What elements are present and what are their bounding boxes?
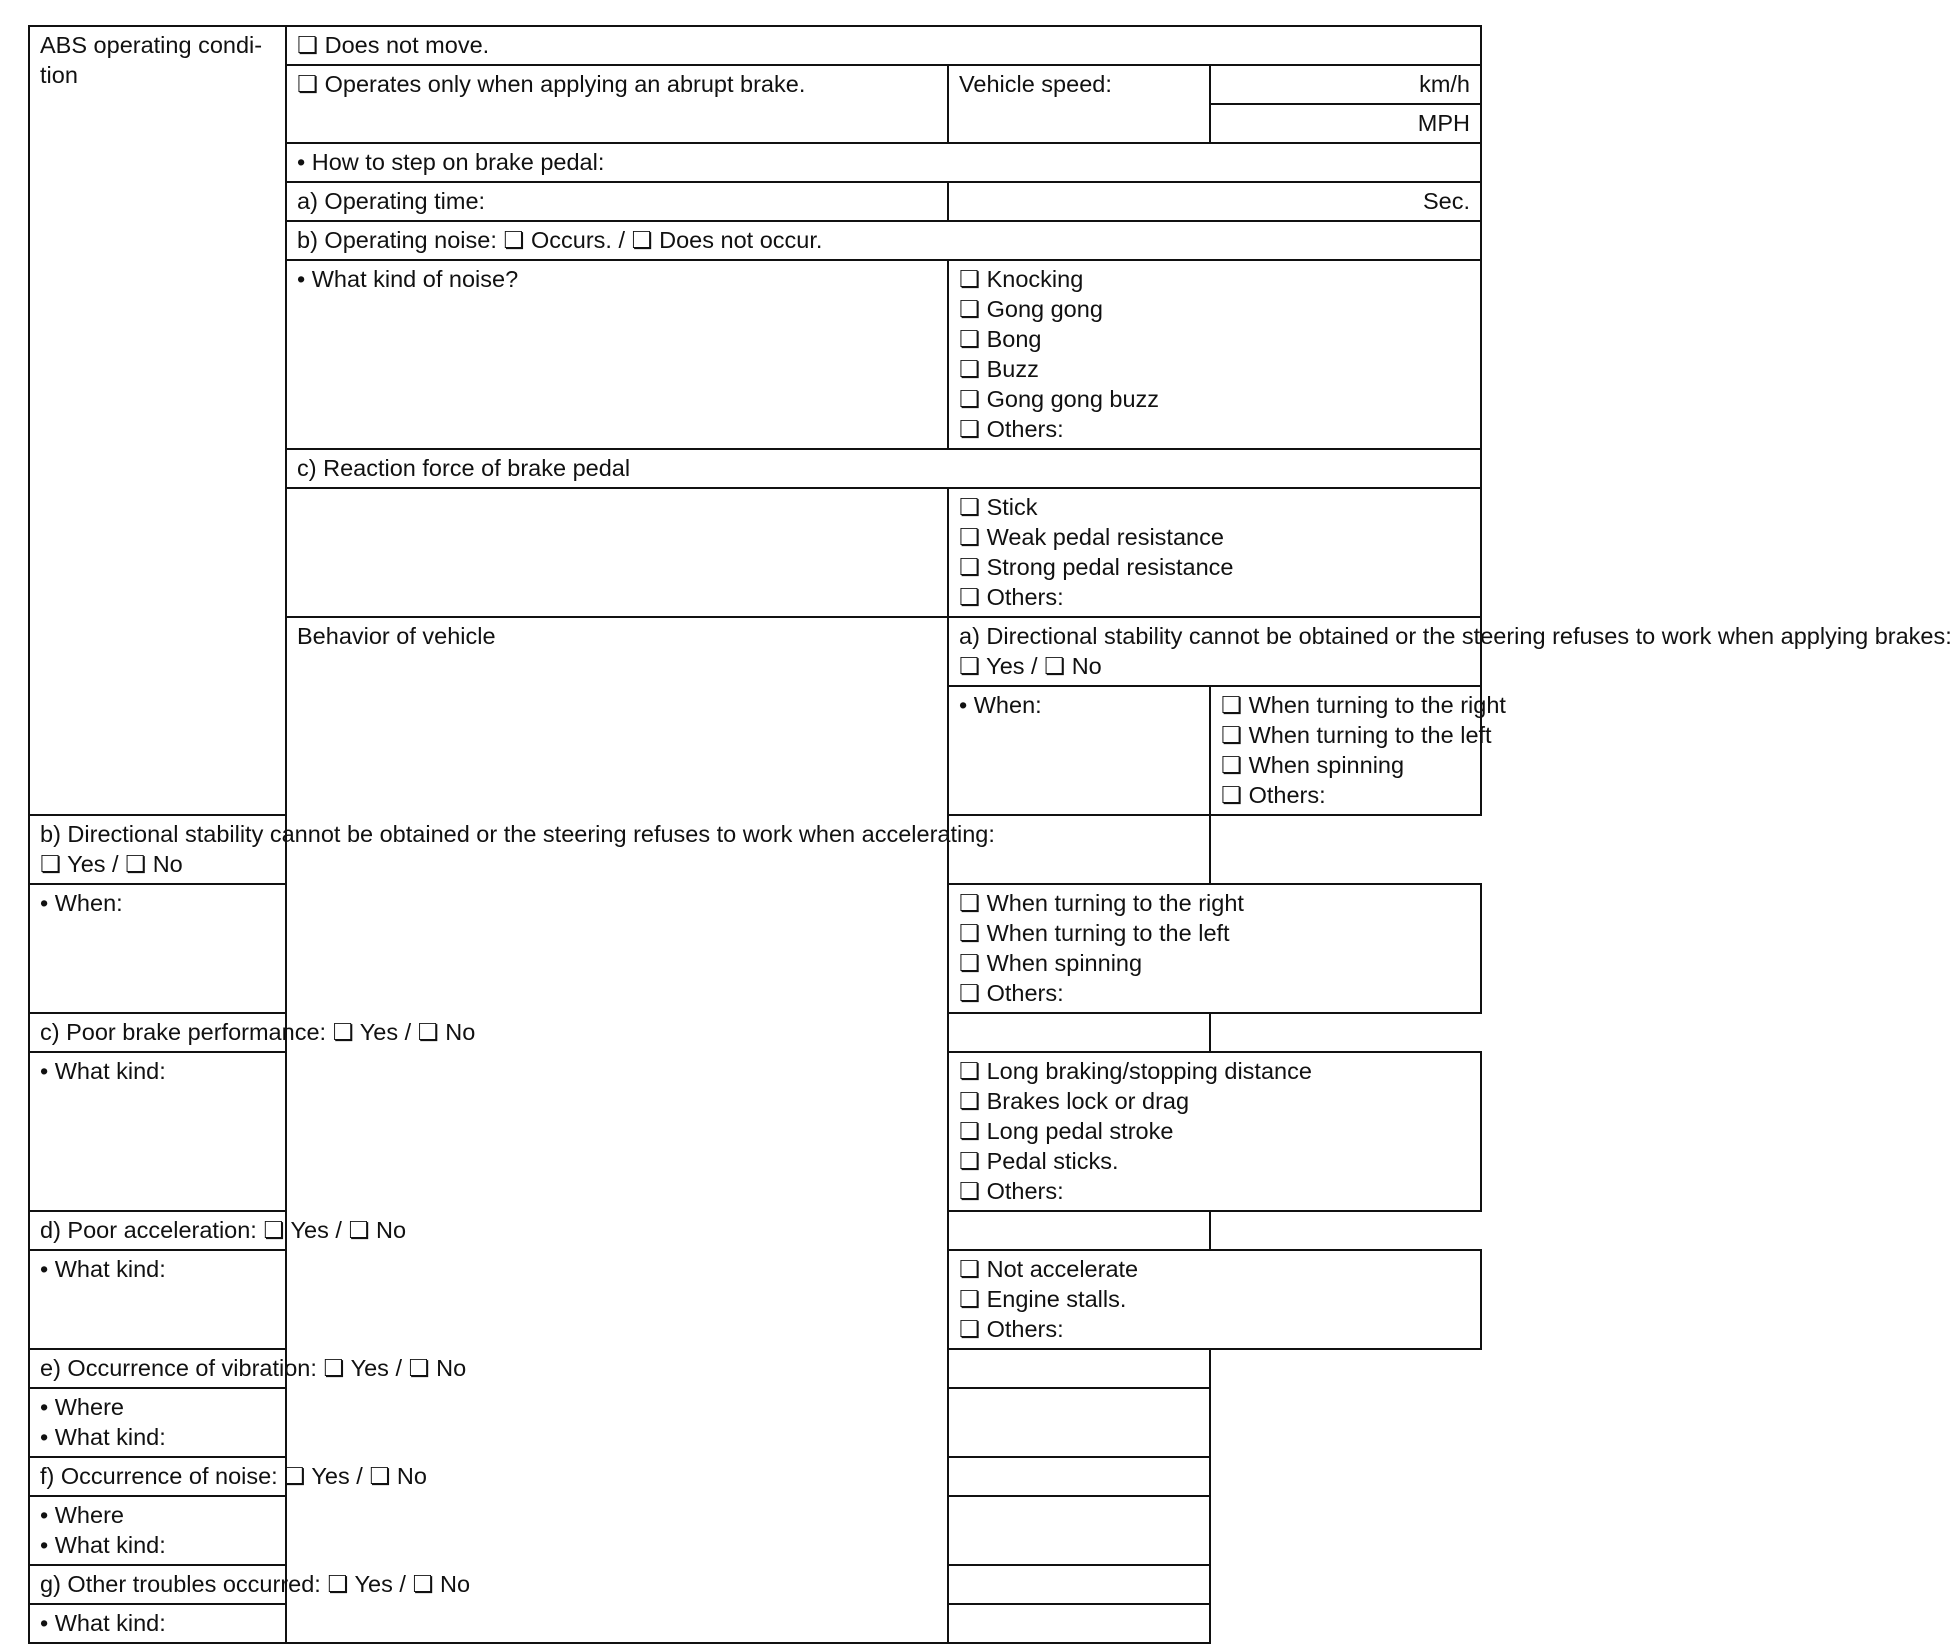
reaction-force-blank — [286, 488, 948, 617]
question-b-text: b) Directional stability cannot be obtained or the steering refuses to work when accelerating: — [40, 821, 995, 847]
option-brakes-lock-or-drag[interactable]: ❏ Brakes lock or drag — [959, 1088, 1190, 1114]
b-when-label: • When: — [29, 884, 286, 1013]
option-others[interactable]: ❏ Others: — [1221, 782, 1326, 808]
option-turning-left[interactable]: ❏ When turning to the left — [959, 920, 1230, 946]
option-spinning[interactable]: ❏ When spinning — [959, 950, 1143, 976]
e-details-field[interactable] — [29, 1388, 1210, 1457]
question-g-row[interactable]: g) Other troubles occurred: ❏ Yes / ❏ No — [29, 1565, 1210, 1604]
option-gong-gong[interactable]: ❏ Gong gong — [959, 296, 1103, 322]
speed-mph-field[interactable]: MPH — [1210, 104, 1481, 143]
question-f-row[interactable]: f) Occurrence of noise: ❏ Yes / ❏ No — [29, 1457, 1210, 1496]
option-others[interactable]: ❏ Others: — [959, 980, 1064, 1006]
reaction-force-options[interactable] — [948, 488, 1481, 617]
a-when-label: • When: — [948, 686, 1210, 815]
f-kind-label: • What kind: — [40, 1532, 166, 1558]
vehicle-speed-label: Vehicle speed: — [948, 65, 1210, 143]
option-others[interactable]: ❏ Others: — [959, 416, 1064, 442]
option-turning-right[interactable]: ❏ When turning to the right — [959, 890, 1244, 916]
noise-kind-options[interactable] — [948, 260, 1481, 449]
does-not-move-checkbox[interactable]: ❏ Does not move. — [286, 26, 1481, 65]
abrupt-brake-checkbox[interactable]: ❏ Operates only when applying an abrupt brake. — [286, 65, 948, 143]
abs-diagnostic-worksheet — [28, 25, 1952, 1644]
option-others[interactable]: ❏ Others: — [959, 584, 1064, 610]
e-where-label: • Where — [40, 1394, 124, 1420]
option-engine-stalls[interactable]: ❏ Engine stalls. — [959, 1286, 1127, 1312]
question-c-row[interactable]: c) Poor brake performance: ❏ Yes / ❏ No — [29, 1013, 1210, 1052]
operating-noise-row[interactable]: b) Operating noise: ❏ Occurs. / ❏ Does not occur. — [286, 221, 1481, 260]
option-gong-gong-buzz[interactable]: ❏ Gong gong buzz — [959, 386, 1160, 412]
question-a-answer[interactable]: ❏ Yes / ❏ No — [959, 653, 1102, 679]
noise-kind-label: • What kind of noise? — [286, 260, 948, 449]
option-others[interactable]: ❏ Others: — [959, 1316, 1064, 1342]
option-strong-pedal-resistance[interactable]: ❏ Strong pedal resistance — [959, 554, 1234, 580]
option-turning-right[interactable]: ❏ When turning to the right — [1221, 692, 1506, 718]
question-a-row[interactable] — [948, 617, 1952, 686]
option-others[interactable]: ❏ Others: — [959, 1178, 1064, 1204]
option-spinning[interactable]: ❏ When spinning — [1221, 752, 1405, 778]
a-when-options[interactable] — [1210, 686, 1506, 815]
option-bong[interactable]: ❏ Bong — [959, 326, 1042, 352]
g-kind-field[interactable]: • What kind: — [29, 1604, 1210, 1643]
option-buzz[interactable]: ❏ Buzz — [959, 356, 1039, 382]
behavior-of-vehicle-label: Behavior of vehicle — [286, 617, 948, 1643]
question-d-row[interactable]: d) Poor acceleration: ❏ Yes / ❏ No — [29, 1211, 1210, 1250]
reaction-force-label: c) Reaction force of brake pedal — [286, 449, 1481, 488]
b-when-options[interactable] — [948, 884, 1481, 1013]
operating-time-field[interactable]: Sec. — [948, 182, 1481, 221]
question-a-text: a) Directional stability cannot be obtained or the steering refuses to work when applying brakes: — [959, 623, 1952, 649]
question-e-row[interactable]: e) Occurrence of vibration: ❏ Yes / ❏ No — [29, 1349, 1210, 1388]
option-not-accelerate[interactable]: ❏ Not accelerate — [959, 1256, 1139, 1282]
f-where-label: • Where — [40, 1502, 124, 1528]
speed-kmh-field[interactable]: km/h — [1210, 65, 1481, 104]
option-pedal-sticks[interactable]: ❏ Pedal sticks. — [959, 1148, 1119, 1174]
option-long-pedal-stroke[interactable]: ❏ Long pedal stroke — [959, 1118, 1174, 1144]
question-b-answer[interactable]: ❏ Yes / ❏ No — [40, 851, 183, 877]
c-kind-options[interactable] — [948, 1052, 1481, 1211]
option-long-braking-distance[interactable]: ❏ Long braking/stopping distance — [959, 1058, 1312, 1084]
option-stick[interactable]: ❏ Stick — [959, 494, 1038, 520]
d-kind-options[interactable] — [948, 1250, 1481, 1349]
d-kind-label: • What kind: — [29, 1250, 286, 1349]
c-kind-label: • What kind: — [29, 1052, 286, 1211]
question-b-row[interactable] — [29, 815, 1210, 884]
option-turning-left[interactable]: ❏ When turning to the left — [1221, 722, 1492, 748]
option-knocking[interactable]: ❏ Knocking — [959, 266, 1084, 292]
e-kind-label: • What kind: — [40, 1424, 166, 1450]
f-details-field[interactable] — [29, 1496, 1210, 1565]
abs-operating-condition-label: ABS operating condi-tion — [29, 26, 286, 815]
how-to-step-field[interactable]: • How to step on brake pedal: — [286, 143, 1481, 182]
option-weak-pedal-resistance[interactable]: ❏ Weak pedal resistance — [959, 524, 1224, 550]
operating-time-label: a) Operating time: — [286, 182, 948, 221]
